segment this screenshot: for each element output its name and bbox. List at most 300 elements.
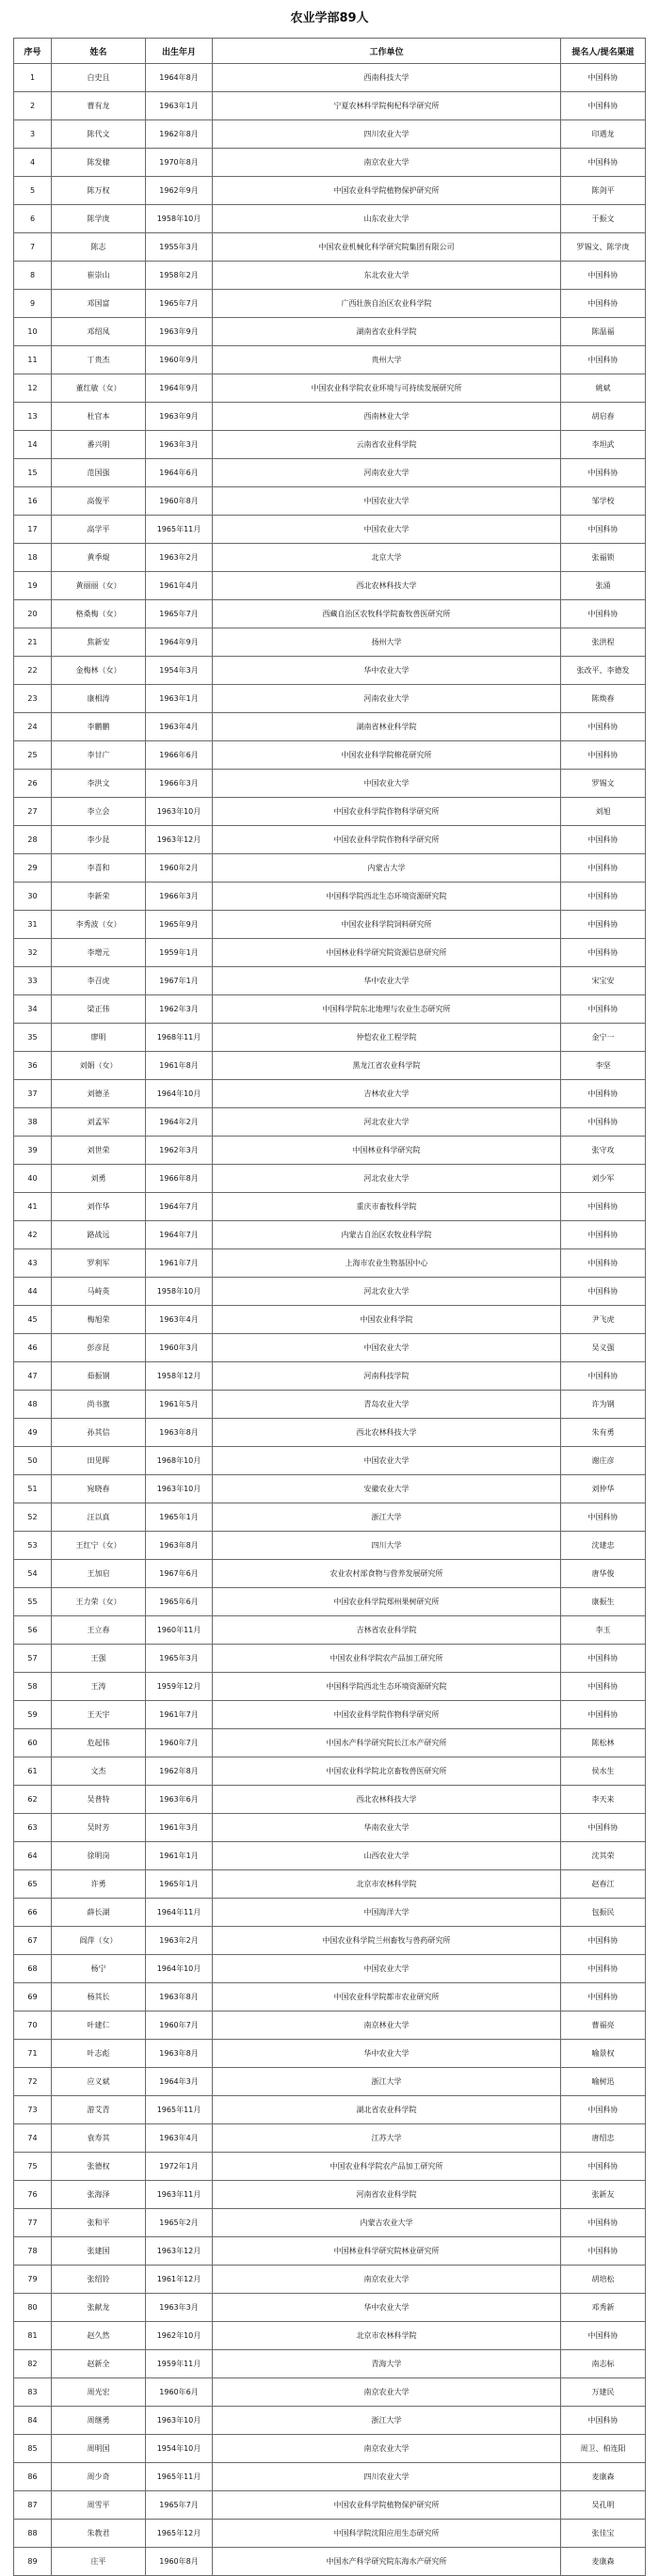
cell-birth: 1963年3月: [146, 431, 213, 459]
cell-index: 88: [14, 2520, 52, 2548]
cell-nominator: 朱有勇: [561, 1419, 646, 1447]
cell-index: 85: [14, 2435, 52, 2463]
cell-name: 董红敏（女）: [52, 374, 146, 403]
cell-nominator: 刘仲华: [561, 1475, 646, 1503]
cell-name: 马峙英: [52, 1278, 146, 1306]
cell-birth: 1963年11月: [146, 2181, 213, 2209]
cell-birth: 1963年1月: [146, 92, 213, 120]
table-row: [14, 2491, 646, 2520]
cell-name: 吴普特: [52, 1786, 146, 1814]
table-row: [14, 2124, 646, 2153]
cell-unit: 重庆市畜牧科学院: [213, 1193, 561, 1221]
cell-index: 70: [14, 2012, 52, 2040]
cell-index: 36: [14, 1052, 52, 1080]
cell-index: 1: [14, 64, 52, 92]
cell-nominator: 邓秀新: [561, 2294, 646, 2322]
cell-birth: 1963年10月: [146, 1475, 213, 1503]
table-row: [14, 2209, 646, 2237]
cell-nominator: 中国科协: [561, 1362, 646, 1391]
cell-index: 6: [14, 205, 52, 233]
cell-unit: 河北农业大学: [213, 1108, 561, 1137]
cell-index: 16: [14, 487, 52, 516]
cell-unit: 中国农业科学院作物科学研究所: [213, 826, 561, 854]
cell-birth: 1965年11月: [146, 516, 213, 544]
cell-unit: 中国农业大学: [213, 1955, 561, 1983]
cell-name: 危起伟: [52, 1729, 146, 1757]
cell-nominator: 中国科协: [561, 1249, 646, 1278]
cell-birth: 1964年9月: [146, 374, 213, 403]
cell-birth: 1959年12月: [146, 1673, 213, 1701]
cell-birth: 1966年3月: [146, 883, 213, 911]
cell-unit: 河南省农业科学院: [213, 2181, 561, 2209]
cell-index: 60: [14, 1729, 52, 1757]
cell-birth: 1964年6月: [146, 459, 213, 487]
cell-index: 4: [14, 149, 52, 177]
table-row: [14, 262, 646, 290]
table-row: [14, 1560, 646, 1588]
cell-birth: 1963年9月: [146, 403, 213, 431]
table-row: [14, 2181, 646, 2209]
cell-birth: 1960年2月: [146, 854, 213, 883]
table-row: [14, 2012, 646, 2040]
cell-nominator: 谢庄彦: [561, 1447, 646, 1475]
cell-name: 刘勇: [52, 1165, 146, 1193]
cell-birth: 1961年3月: [146, 1814, 213, 1842]
table-row: [14, 826, 646, 854]
cell-unit: 中国农业科学院农产品加工研究所: [213, 1645, 561, 1673]
cell-unit: 中国农业科学院饲料研究所: [213, 911, 561, 939]
cell-nominator: 赵春江: [561, 1870, 646, 1899]
cell-index: 37: [14, 1080, 52, 1108]
cell-name: 李新荣: [52, 883, 146, 911]
cell-nominator: 中国科协: [561, 64, 646, 92]
cell-unit: 南京农业大学: [213, 2266, 561, 2294]
cell-nominator: 中国科协: [561, 516, 646, 544]
cell-name: 王立春: [52, 1616, 146, 1645]
cell-name: 尚书旗: [52, 1391, 146, 1419]
cell-birth: 1958年12月: [146, 1362, 213, 1391]
table-row: [14, 2520, 646, 2548]
cell-name: 周继勇: [52, 2407, 146, 2435]
table-row: [14, 1165, 646, 1193]
cell-nominator: 中国科协: [561, 2407, 646, 2435]
table-row: [14, 1249, 646, 1278]
cell-nominator: 中国科协: [561, 1193, 646, 1221]
cell-nominator: 中国科协: [561, 1645, 646, 1673]
cell-name: 李秀波（女）: [52, 911, 146, 939]
cell-unit: 中国农业科学院兰州畜牧与兽药研究所: [213, 1927, 561, 1955]
cell-index: 54: [14, 1560, 52, 1588]
cell-nominator: 中国科协: [561, 1814, 646, 1842]
cell-unit: 中国农业大学: [213, 487, 561, 516]
cell-nominator: 中国科协: [561, 883, 646, 911]
table-row: [14, 403, 646, 431]
table-row: [14, 1899, 646, 1927]
table-row: [14, 1955, 646, 1983]
cell-nominator: 中国科协: [561, 1927, 646, 1955]
table-row: [14, 516, 646, 544]
table-row: [14, 995, 646, 1024]
cell-nominator: 陈剑平: [561, 177, 646, 205]
cell-nominator: 中国科协: [561, 741, 646, 770]
cell-birth: 1960年7月: [146, 1729, 213, 1757]
cell-birth: 1960年6月: [146, 2378, 213, 2407]
cell-index: 78: [14, 2237, 52, 2266]
table-row: [14, 1108, 646, 1137]
cell-name: 张献龙: [52, 2294, 146, 2322]
cell-index: 62: [14, 1786, 52, 1814]
cell-birth: 1964年11月: [146, 1899, 213, 1927]
cell-name: 金梅林（女）: [52, 657, 146, 685]
table-row: [14, 2407, 646, 2435]
cell-index: 82: [14, 2350, 52, 2378]
header-index: 序号: [14, 39, 52, 64]
header-name: 姓名: [52, 39, 146, 64]
cell-unit: 宁夏农林科学院枸杞科学研究所: [213, 92, 561, 120]
table-row: [14, 1137, 646, 1165]
cell-index: 45: [14, 1306, 52, 1334]
cell-birth: 1965年2月: [146, 2209, 213, 2237]
cell-unit: 中国农业大学: [213, 1447, 561, 1475]
cell-index: 32: [14, 939, 52, 967]
cell-nominator: 张改平、李德发: [561, 657, 646, 685]
cell-name: 高学平: [52, 516, 146, 544]
cell-birth: 1960年3月: [146, 1334, 213, 1362]
cell-name: 番兴明: [52, 431, 146, 459]
cell-index: 51: [14, 1475, 52, 1503]
header-unit: 工作单位: [213, 39, 561, 64]
cell-nominator: 曹福亮: [561, 2012, 646, 2040]
cell-unit: 中国农业大学: [213, 1334, 561, 1362]
cell-nominator: 周卫、柏连阳: [561, 2435, 646, 2463]
table-row: [14, 713, 646, 741]
cell-birth: 1963年2月: [146, 1927, 213, 1955]
cell-birth: 1965年3月: [146, 1645, 213, 1673]
cell-birth: 1965年11月: [146, 2096, 213, 2124]
table-row: [14, 120, 646, 149]
table-row: [14, 487, 646, 516]
cell-unit: 北京市农林科学院: [213, 2322, 561, 2350]
cell-birth: 1958年10月: [146, 205, 213, 233]
cell-name: 杜官本: [52, 403, 146, 431]
cell-nominator: 中国科协: [561, 1221, 646, 1249]
cell-index: 30: [14, 883, 52, 911]
cell-index: 8: [14, 262, 52, 290]
cell-nominator: 中国科协: [561, 995, 646, 1024]
cell-unit: 中国农业科学院北京畜牧兽医研究所: [213, 1757, 561, 1786]
table-row: [14, 2040, 646, 2068]
cell-index: 52: [14, 1503, 52, 1532]
cell-unit: 江苏大学: [213, 2124, 561, 2153]
cell-unit: 中国农业大学: [213, 770, 561, 798]
cell-index: 76: [14, 2181, 52, 2209]
cell-nominator: 中国科协: [561, 854, 646, 883]
cell-birth: 1965年9月: [146, 911, 213, 939]
cell-unit: 浙江大学: [213, 2068, 561, 2096]
cell-name: 薛长湖: [52, 1899, 146, 1927]
cell-nominator: 康振生: [561, 1588, 646, 1616]
table-row: [14, 1306, 646, 1334]
cell-birth: 1966年6月: [146, 741, 213, 770]
cell-name: 田见晖: [52, 1447, 146, 1475]
cell-unit: 吉林农业大学: [213, 1080, 561, 1108]
cell-birth: 1963年8月: [146, 2040, 213, 2068]
table-row: [14, 92, 646, 120]
cell-birth: 1968年11月: [146, 1024, 213, 1052]
cell-birth: 1964年10月: [146, 1955, 213, 1983]
table-row: [14, 318, 646, 346]
table-row: [14, 685, 646, 713]
cell-index: 5: [14, 177, 52, 205]
cell-nominator: 刘少军: [561, 1165, 646, 1193]
cell-unit: 中国农业科学院郑州果树研究所: [213, 1588, 561, 1616]
cell-index: 39: [14, 1137, 52, 1165]
cell-name: 周光宏: [52, 2378, 146, 2407]
cell-birth: 1972年1月: [146, 2153, 213, 2181]
cell-birth: 1965年11月: [146, 2463, 213, 2491]
cell-name: 张建国: [52, 2237, 146, 2266]
cell-name: 邓绍凤: [52, 318, 146, 346]
cell-unit: 仲恺农业工程学院: [213, 1024, 561, 1052]
cell-index: 25: [14, 741, 52, 770]
table-row: [14, 1193, 646, 1221]
table-row: [14, 1080, 646, 1108]
cell-name: 张海泽: [52, 2181, 146, 2209]
cell-nominator: 中国科协: [561, 1503, 646, 1532]
cell-name: 朱教君: [52, 2520, 146, 2548]
cell-nominator: 麦康森: [561, 2463, 646, 2491]
cell-index: 49: [14, 1419, 52, 1447]
cell-birth: 1965年1月: [146, 1870, 213, 1899]
table-row: [14, 2435, 646, 2463]
cell-birth: 1964年9月: [146, 628, 213, 657]
cell-unit: 中国农业科学院都市农业研究所: [213, 1983, 561, 2012]
cell-name: 刘世荣: [52, 1137, 146, 1165]
cell-nominator: 中国科协: [561, 1080, 646, 1108]
cell-unit: 吉林省农业科学院: [213, 1616, 561, 1645]
cell-birth: 1963年12月: [146, 2237, 213, 2266]
cell-birth: 1970年8月: [146, 149, 213, 177]
cell-index: 9: [14, 290, 52, 318]
cell-name: 周少奇: [52, 2463, 146, 2491]
cell-nominator: 宋宝安: [561, 967, 646, 995]
table-row: [14, 205, 646, 233]
cell-nominator: 中国科协: [561, 459, 646, 487]
cell-birth: 1964年3月: [146, 2068, 213, 2096]
cell-birth: 1961年1月: [146, 1842, 213, 1870]
cell-birth: 1964年7月: [146, 1193, 213, 1221]
cell-index: 35: [14, 1024, 52, 1052]
cell-birth: 1966年8月: [146, 1165, 213, 1193]
cell-index: 10: [14, 318, 52, 346]
cell-name: 吴时芳: [52, 1814, 146, 1842]
cell-index: 56: [14, 1616, 52, 1645]
cell-nominator: 李坚: [561, 1052, 646, 1080]
table-row: [14, 149, 646, 177]
cell-index: 11: [14, 346, 52, 374]
cell-nominator: 麦康森: [561, 2548, 646, 2576]
table-row: [14, 1362, 646, 1391]
cell-index: 15: [14, 459, 52, 487]
cell-unit: 西北农林科技大学: [213, 1419, 561, 1447]
table-row: [14, 854, 646, 883]
table-row: [14, 544, 646, 572]
cell-nominator: 沈建忠: [561, 1532, 646, 1560]
cell-nominator: 金宁一: [561, 1024, 646, 1052]
cell-birth: 1960年8月: [146, 487, 213, 516]
cell-index: 46: [14, 1334, 52, 1362]
table-row: [14, 1447, 646, 1475]
cell-name: 王红宁（女）: [52, 1532, 146, 1560]
cell-name: 徐明岗: [52, 1842, 146, 1870]
cell-nominator: 中国科协: [561, 911, 646, 939]
cell-name: 游艾青: [52, 2096, 146, 2124]
cell-name: 陈万权: [52, 177, 146, 205]
cell-unit: 中国林业科学研究院资源信息研究所: [213, 939, 561, 967]
cell-unit: 中国林业科学研究院林业研究所: [213, 2237, 561, 2266]
cell-unit: 四川农业大学: [213, 2463, 561, 2491]
cell-nominator: 许为钢: [561, 1391, 646, 1419]
cell-name: 张和平: [52, 2209, 146, 2237]
cell-unit: 东北农业大学: [213, 262, 561, 290]
table-row: [14, 572, 646, 600]
cell-nominator: 中国科协: [561, 2209, 646, 2237]
cell-nominator: 吴孔明: [561, 2491, 646, 2520]
cell-unit: 四川农业大学: [213, 120, 561, 149]
cell-name: 曹有龙: [52, 92, 146, 120]
cell-name: 李立会: [52, 798, 146, 826]
candidate-table: [13, 38, 646, 2576]
cell-name: 王力荣（女）: [52, 1588, 146, 1616]
cell-index: 2: [14, 92, 52, 120]
cell-nominator: 侯水生: [561, 1757, 646, 1786]
cell-name: 刘德圣: [52, 1080, 146, 1108]
table-row: [14, 1588, 646, 1616]
cell-index: 13: [14, 403, 52, 431]
cell-index: 74: [14, 2124, 52, 2153]
cell-nominator: 中国科协: [561, 2153, 646, 2181]
cell-name: 廖明: [52, 1024, 146, 1052]
cell-nominator: 张福锁: [561, 544, 646, 572]
cell-index: 28: [14, 826, 52, 854]
table-row: [14, 911, 646, 939]
cell-index: 66: [14, 1899, 52, 1927]
cell-index: 67: [14, 1927, 52, 1955]
cell-unit: 华中农业大学: [213, 657, 561, 685]
cell-nominator: 喻树迅: [561, 2068, 646, 2096]
table-row: [14, 459, 646, 487]
cell-unit: 中国农业科学院: [213, 1306, 561, 1334]
cell-index: 64: [14, 1842, 52, 1870]
cell-name: 王涛: [52, 1673, 146, 1701]
cell-unit: 河北农业大学: [213, 1278, 561, 1306]
cell-name: 刘孟军: [52, 1108, 146, 1137]
table-row: [14, 1983, 646, 2012]
cell-name: 赵新全: [52, 2350, 146, 2378]
cell-unit: 河南科技学院: [213, 1362, 561, 1391]
cell-index: 73: [14, 2096, 52, 2124]
cell-birth: 1964年7月: [146, 1221, 213, 1249]
cell-birth: 1962年3月: [146, 995, 213, 1024]
cell-nominator: 吴义强: [561, 1334, 646, 1362]
cell-birth: 1967年6月: [146, 1560, 213, 1588]
cell-nominator: 陈焕春: [561, 685, 646, 713]
cell-name: 李增元: [52, 939, 146, 967]
cell-nominator: 李玉: [561, 1616, 646, 1645]
cell-name: 黄丽丽（女）: [52, 572, 146, 600]
cell-index: 47: [14, 1362, 52, 1391]
table-row: [14, 1673, 646, 1701]
cell-nominator: 中国科协: [561, 1955, 646, 1983]
cell-index: 22: [14, 657, 52, 685]
cell-nominator: 中国科协: [561, 346, 646, 374]
cell-birth: 1960年8月: [146, 2548, 213, 2576]
cell-index: 80: [14, 2294, 52, 2322]
cell-nominator: 唐绍忠: [561, 2124, 646, 2153]
cell-name: 陈代文: [52, 120, 146, 149]
cell-name: 周雪平: [52, 2491, 146, 2520]
cell-nominator: 张洪程: [561, 628, 646, 657]
cell-name: 汪以真: [52, 1503, 146, 1532]
cell-birth: 1961年7月: [146, 1249, 213, 1278]
table-row: [14, 346, 646, 374]
cell-birth: 1965年6月: [146, 1588, 213, 1616]
table-row: [14, 1927, 646, 1955]
cell-nominator: 刘旭: [561, 798, 646, 826]
cell-nominator: 中国科协: [561, 939, 646, 967]
cell-unit: 黑龙江省农业科学院: [213, 1052, 561, 1080]
cell-index: 68: [14, 1955, 52, 1983]
cell-unit: 云南省农业科学院: [213, 431, 561, 459]
cell-unit: 中国水产科学研究院东海水产研究所: [213, 2548, 561, 2576]
cell-nominator: 邹学校: [561, 487, 646, 516]
cell-nominator: 喻景权: [561, 2040, 646, 2068]
cell-name: 茹振钢: [52, 1362, 146, 1391]
cell-unit: 山东农业大学: [213, 205, 561, 233]
cell-nominator: 张新友: [561, 2181, 646, 2209]
table-row: [14, 1419, 646, 1447]
cell-name: 梅旭荣: [52, 1306, 146, 1334]
table-row: [14, 1814, 646, 1842]
cell-nominator: 印遇龙: [561, 120, 646, 149]
cell-unit: 中国农业科学院棉花研究所: [213, 741, 561, 770]
cell-nominator: 张守攻: [561, 1137, 646, 1165]
cell-index: 63: [14, 1814, 52, 1842]
cell-index: 57: [14, 1645, 52, 1673]
cell-unit: 湖北省农业科学院: [213, 2096, 561, 2124]
table-row: [14, 628, 646, 657]
table-row: [14, 2068, 646, 2096]
table-row: [14, 600, 646, 628]
cell-unit: 内蒙古大学: [213, 854, 561, 883]
cell-unit: 中国水产科学研究院长江水产研究所: [213, 1729, 561, 1757]
cell-name: 袁寿其: [52, 2124, 146, 2153]
cell-name: 李洪文: [52, 770, 146, 798]
cell-birth: 1966年3月: [146, 770, 213, 798]
table-row: [14, 1616, 646, 1645]
cell-name: 王天宇: [52, 1701, 146, 1729]
cell-unit: 浙江大学: [213, 2407, 561, 2435]
cell-unit: 河南农业大学: [213, 459, 561, 487]
cell-name: 陈志: [52, 233, 146, 262]
cell-birth: 1963年4月: [146, 1306, 213, 1334]
table-row: [14, 1024, 646, 1052]
cell-unit: 南京农业大学: [213, 2378, 561, 2407]
cell-name: 王强: [52, 1645, 146, 1673]
cell-index: 61: [14, 1757, 52, 1786]
cell-unit: 安徽农业大学: [213, 1475, 561, 1503]
cell-index: 31: [14, 911, 52, 939]
